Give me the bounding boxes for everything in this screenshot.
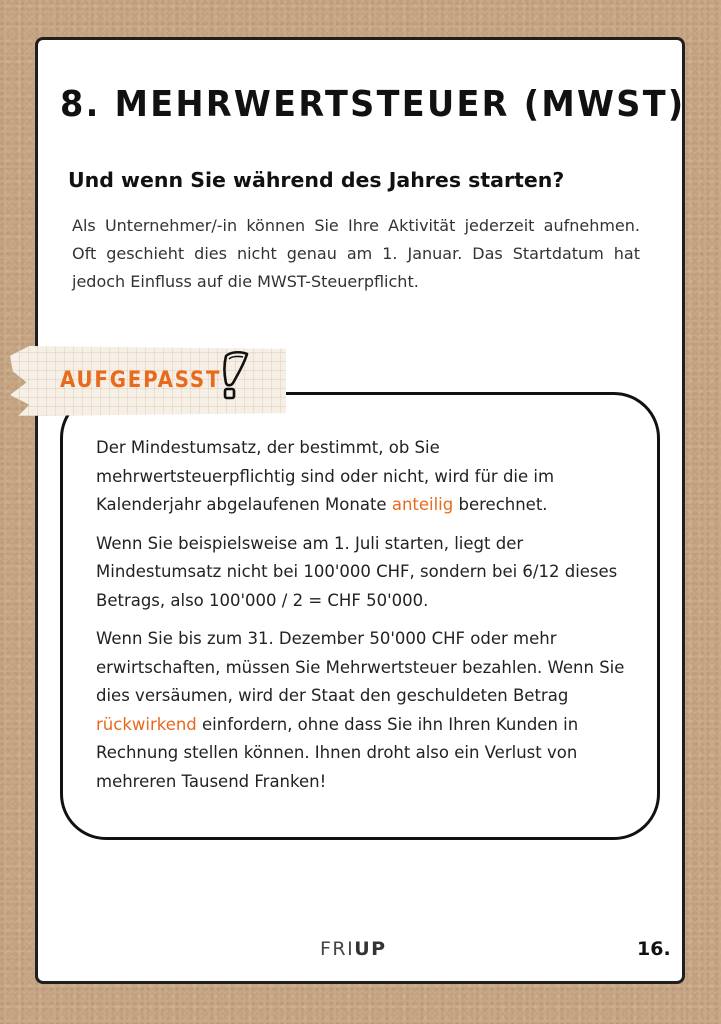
brand-logo-bold: UP [354,938,387,960]
intro-paragraph: Als Unternehmer/-in können Sie Ihre Aktivität jederzeit aufnehmen. Oft geschieht dies nicht genau am 1. Januar. Das Startdatum hat jedoch Einfluss auf die MWST-Steuerpflicht. [72,216,640,291]
brand-logo [320,938,387,960]
brand-logo-light: FRI [320,938,355,960]
callout-label: AUFGEPASST [60,368,222,393]
callout-text-segment: berechnet. [453,495,548,514]
callout-text-segment: Der Mindestumsatz, der bestimmt, ob Sie mehrwertsteuerpflichtig sind oder nicht, wird für die im Kalenderjahr abgelaufenen Monate [96,438,555,514]
exclamation-icon [218,350,254,402]
callout-text [96,434,626,806]
callout-text-segment: Wenn Sie bis zum 31. Dezember 50'000 CHF oder mehr erwirtschaften, müssen Sie Mehrwertsteuer bezahlen. Wenn Sie dies versäumen, wird der Staat den geschuldeten Betrag [96,629,625,705]
page-number: 16. [637,938,671,960]
callout-paragraph-3 [96,625,626,796]
highlight-anteilig: anteilig [391,495,454,514]
callout-text-segment: einfordern, ohne dass Sie ihn Ihren Kunden in Rechnung stellen können. Ihnen droht also ein Verlust von mehreren Tausend Franken! [96,714,579,791]
page-title: 8. MEHRWERTSTEUER (MWST) [60,84,686,125]
section-subtitle: Und wenn Sie während des Jahres starten? [68,168,565,192]
highlight-rueckwirkend: rückwirkend [96,714,197,734]
callout-paragraph-2: Wenn Sie beispielsweise am 1. Juli starten, liegt der Mindestumsatz nicht bei 100'000 CHF, sondern bei 6/12 dieses Betrags, also 100'000 / 2 = CHF 50'000. [96,533,618,610]
callout-paragraph-1 [96,434,626,520]
